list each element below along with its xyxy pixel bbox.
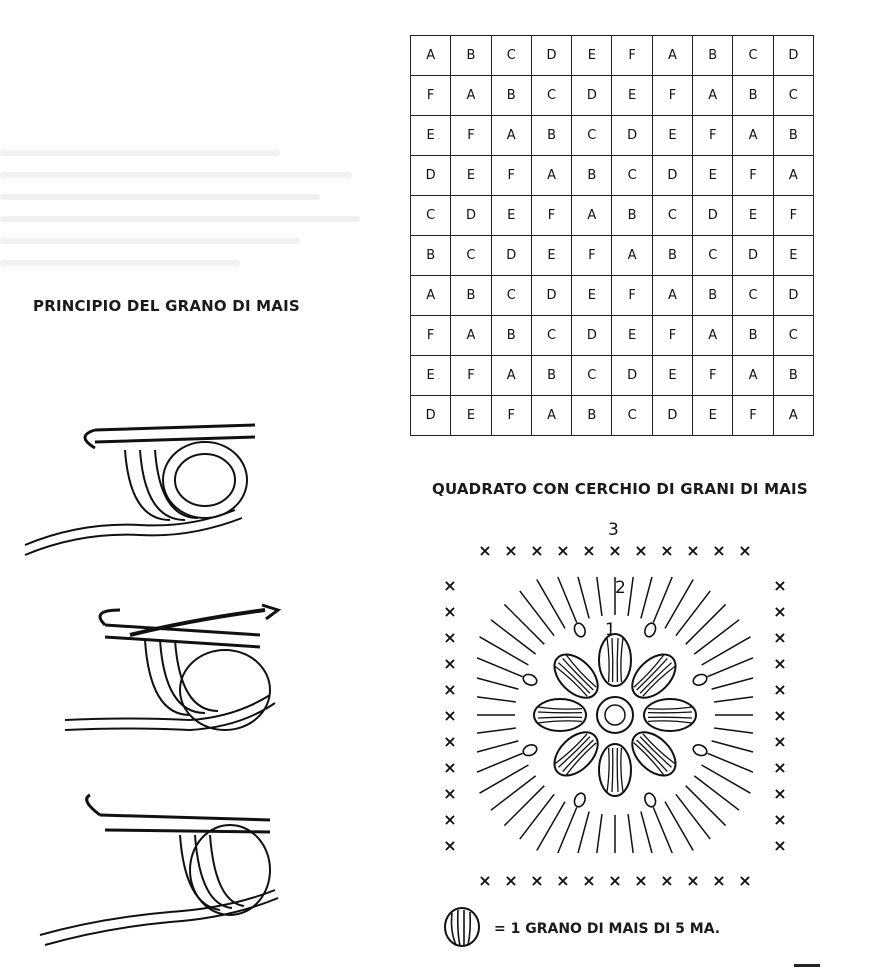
grid-cell: E [572, 276, 612, 316]
grid-cell: E [652, 116, 692, 156]
grid-cell: A [693, 316, 733, 356]
chain-stitch-mark [643, 622, 658, 639]
grid-cell: E [411, 356, 451, 396]
grid-cell: E [652, 356, 692, 396]
treble-stitch-mark [491, 620, 536, 654]
grid-cell: C [451, 236, 491, 276]
grid-cell: C [652, 196, 692, 236]
grid-cell: D [733, 236, 773, 276]
hook-illustrations [20, 410, 300, 950]
grid-cell: A [773, 156, 813, 196]
grid-cell: D [451, 196, 491, 236]
single-crochet-mark: × [443, 810, 457, 829]
grid-cell: D [411, 156, 451, 196]
grid-cell: C [733, 36, 773, 76]
single-crochet-mark: × [443, 680, 457, 699]
grid-cell: C [773, 76, 813, 116]
grid-cell: F [572, 236, 612, 276]
single-crochet-mark: × [443, 784, 457, 803]
treble-stitch-mark [702, 765, 751, 793]
treble-stitch-mark [686, 786, 726, 826]
treble-stitch-mark [480, 637, 529, 665]
single-crochet-mark: × [443, 706, 457, 725]
treble-stitch-mark [694, 776, 739, 810]
grid-cell: C [491, 276, 531, 316]
treble-stitch-mark [537, 802, 565, 851]
treble-stitch-mark [653, 577, 672, 623]
grid-cell: A [693, 76, 733, 116]
single-crochet-mark: × [504, 541, 518, 560]
grid-cell: B [491, 316, 531, 356]
single-crochet-mark: × [443, 732, 457, 751]
grid-cell: A [572, 196, 612, 236]
corn-grain-mark [624, 724, 683, 783]
grid-cell: A [451, 316, 491, 356]
single-crochet-mark: × [773, 706, 787, 725]
grid-row [411, 76, 814, 116]
hook-step-1 [25, 425, 255, 555]
grid-cell: B [773, 356, 813, 396]
grid-cell: C [411, 196, 451, 236]
single-crochet-mark: × [773, 602, 787, 621]
grid-cell: B [733, 76, 773, 116]
single-crochet-mark: × [608, 871, 622, 890]
grid-cell: F [531, 196, 571, 236]
chain-stitch-mark [572, 792, 587, 809]
corn-grain-mark [599, 634, 631, 686]
treble-stitch-mark [491, 776, 536, 810]
single-crochet-mark: × [608, 541, 622, 560]
single-crochet-mark: × [530, 541, 544, 560]
corn-grain-mark [534, 699, 586, 731]
grid-cell: F [652, 76, 692, 116]
grid-cell: B [572, 156, 612, 196]
grid-cell: F [451, 116, 491, 156]
center-ring [605, 705, 625, 725]
single-crochet-mark: × [773, 784, 787, 803]
single-crochet-mark: × [773, 680, 787, 699]
treble-stitch-mark [520, 591, 554, 636]
single-crochet-mark: × [773, 654, 787, 673]
grid-cell: A [411, 276, 451, 316]
treble-stitch-mark [504, 786, 544, 826]
chain-stitch-mark [692, 743, 709, 758]
round-label: 1 [605, 620, 616, 640]
grid-cell: E [693, 156, 733, 196]
section-heading-start: PRINCIPIO DEL GRANO DI MAIS [33, 297, 300, 315]
grid-cell: F [612, 276, 652, 316]
single-crochet-mark: × [582, 871, 596, 890]
treble-stitch-mark [477, 658, 523, 677]
treble-stitch-mark [597, 814, 602, 853]
single-crochet-mark: × [443, 758, 457, 777]
single-crochet-mark: × [773, 732, 787, 751]
grid-cell: E [491, 196, 531, 236]
treble-stitch-mark [694, 620, 739, 654]
grid-cell: C [612, 156, 652, 196]
treble-stitch-mark [558, 577, 577, 623]
single-crochet-mark: × [660, 541, 674, 560]
treble-stitch-mark [628, 577, 633, 616]
background-bleed-title [80, 28, 106, 102]
grid-cell: D [531, 276, 571, 316]
single-crochet-mark: × [504, 871, 518, 890]
grid-row [411, 156, 814, 196]
grid-cell: E [612, 76, 652, 116]
treble-stitch-mark [714, 697, 753, 702]
crochet-chart [440, 515, 800, 900]
grid-cell: B [491, 76, 531, 116]
grid-row [411, 316, 814, 356]
grid-cell: E [693, 396, 733, 436]
round-label: 2 [615, 578, 626, 598]
single-crochet-mark: × [443, 628, 457, 647]
grid-cell: B [451, 276, 491, 316]
grid-cell: C [572, 116, 612, 156]
grid-cell: D [411, 396, 451, 436]
grid-cell: F [693, 116, 733, 156]
grid-cell: F [491, 156, 531, 196]
treble-stitch-mark [558, 807, 577, 853]
grid-cell: A [491, 356, 531, 396]
chain-stitch-mark [572, 622, 587, 639]
grid-cell: D [531, 36, 571, 76]
grid-cell: F [773, 196, 813, 236]
single-crochet-mark: × [634, 541, 648, 560]
treble-stitch-mark [578, 812, 589, 853]
grid-cell: A [612, 236, 652, 276]
grid-cell: D [652, 396, 692, 436]
grid-cell: B [572, 396, 612, 436]
corn-grain-mark [546, 646, 605, 705]
treble-stitch-mark [712, 678, 753, 689]
grid-cell: C [693, 236, 733, 276]
treble-stitch-mark [537, 580, 565, 629]
grid-cell: D [491, 236, 531, 276]
hook-step-3 [40, 795, 278, 945]
grid-cell: A [773, 396, 813, 436]
letter-grid [410, 35, 814, 436]
treble-stitch-mark [653, 807, 672, 853]
treble-stitch-mark [597, 577, 602, 616]
single-crochet-mark: × [712, 871, 726, 890]
grid-cell: E [612, 316, 652, 356]
treble-stitch-mark [480, 765, 529, 793]
single-crochet-mark: × [556, 541, 570, 560]
grid-cell: F [733, 396, 773, 436]
single-crochet-mark: × [660, 871, 674, 890]
treble-stitch-mark [477, 741, 518, 752]
grid-cell: F [411, 76, 451, 116]
corn-grain-mark [599, 744, 631, 796]
grid-row [411, 276, 814, 316]
grid-cell: C [733, 276, 773, 316]
grid-cell: C [572, 356, 612, 396]
grid-cell: C [773, 316, 813, 356]
treble-stitch-mark [686, 604, 726, 644]
single-crochet-mark: × [443, 654, 457, 673]
grid-cell: A [531, 396, 571, 436]
grid-cell: D [612, 116, 652, 156]
grid-cell: A [491, 116, 531, 156]
treble-stitch-mark [477, 697, 516, 702]
treble-stitch-mark [712, 741, 753, 752]
treble-stitch-mark [477, 753, 523, 772]
single-crochet-mark: × [530, 871, 544, 890]
grid-cell: A [733, 116, 773, 156]
round-label: 3 [608, 520, 619, 540]
grid-cell: B [693, 276, 733, 316]
grid-cell: E [531, 236, 571, 276]
treble-stitch-mark [578, 577, 589, 618]
grid-cell: E [733, 196, 773, 236]
grid-cell: D [572, 76, 612, 116]
chain-stitch-mark [522, 743, 539, 758]
single-crochet-mark: × [443, 836, 457, 855]
grid-row [411, 36, 814, 76]
grid-cell: E [451, 156, 491, 196]
treble-stitch-mark [477, 728, 516, 733]
grid-row [411, 116, 814, 156]
treble-stitch-mark [707, 753, 753, 772]
grid-cell: B [612, 196, 652, 236]
corn-grain-mark [624, 646, 683, 705]
grid-cell: E [572, 36, 612, 76]
grid-cell: A [411, 36, 451, 76]
grid-cell: A [652, 276, 692, 316]
grid-cell: B [531, 116, 571, 156]
treble-stitch-mark [714, 728, 753, 733]
grid-cell: F [693, 356, 733, 396]
chain-stitch-mark [643, 792, 658, 809]
grid-cell: A [531, 156, 571, 196]
single-crochet-mark: × [773, 758, 787, 777]
single-crochet-mark: × [738, 541, 752, 560]
single-crochet-mark: × [712, 541, 726, 560]
treble-stitch-mark [628, 814, 633, 853]
treble-stitch-mark [641, 577, 652, 618]
grid-cell: F [652, 316, 692, 356]
legend-text: = 1 GRANO DI MAIS DI 5 MA. [494, 921, 721, 937]
treble-stitch-mark [641, 812, 652, 853]
grid-cell: B [411, 236, 451, 276]
grid-cell: B [451, 36, 491, 76]
grid-cell: F [733, 156, 773, 196]
treble-stitch-mark [707, 658, 753, 677]
single-crochet-mark: × [773, 628, 787, 647]
grid-cell: D [773, 276, 813, 316]
grid-cell: E [773, 236, 813, 276]
chain-stitch-mark [692, 672, 709, 687]
corn-grain-icon [440, 905, 484, 953]
treble-stitch-mark [676, 591, 710, 636]
corn-grain-mark [644, 699, 696, 731]
single-crochet-mark: × [443, 602, 457, 621]
single-crochet-mark: × [773, 836, 787, 855]
grid-row [411, 236, 814, 276]
grid-cell: B [693, 36, 733, 76]
single-crochet-mark: × [582, 541, 596, 560]
single-crochet-mark: × [686, 541, 700, 560]
single-crochet-mark: × [738, 871, 752, 890]
chain-stitch-mark [522, 672, 539, 687]
grid-cell: A [451, 76, 491, 116]
grid-row [411, 196, 814, 236]
grid-cell: B [733, 316, 773, 356]
grid-cell: E [451, 396, 491, 436]
grid-cell: D [693, 196, 733, 236]
grid-cell: D [652, 156, 692, 196]
single-crochet-mark: × [478, 541, 492, 560]
treble-stitch-mark [477, 678, 518, 689]
grid-cell: C [531, 316, 571, 356]
corn-grain-mark [546, 724, 605, 783]
grid-cell: F [411, 316, 451, 356]
grid-cell: C [612, 396, 652, 436]
hook-step-2 [65, 605, 278, 730]
single-crochet-mark: × [634, 871, 648, 890]
treble-stitch-mark [665, 802, 693, 851]
single-crochet-mark: × [556, 871, 570, 890]
grid-cell: F [612, 36, 652, 76]
grid-cell: F [491, 396, 531, 436]
grid-cell: B [652, 236, 692, 276]
grid-cell: E [411, 116, 451, 156]
background-bleed-lines [0, 150, 400, 282]
single-crochet-mark: × [773, 810, 787, 829]
legend [440, 905, 720, 953]
single-crochet-mark: × [686, 871, 700, 890]
grid-cell: B [531, 356, 571, 396]
grid-cell: C [531, 76, 571, 116]
grid-cell: A [733, 356, 773, 396]
grid-cell: D [572, 316, 612, 356]
treble-stitch-mark [504, 604, 544, 644]
grid-cell: D [773, 36, 813, 76]
grid-cell: A [652, 36, 692, 76]
treble-stitch-mark [520, 794, 554, 839]
grid-cell: C [491, 36, 531, 76]
treble-stitch-mark [676, 794, 710, 839]
treble-stitch-mark [702, 637, 751, 665]
grid-cell: B [773, 116, 813, 156]
single-crochet-mark: × [478, 871, 492, 890]
grid-row [411, 396, 814, 436]
single-crochet-mark: × [443, 576, 457, 595]
grid-row [411, 356, 814, 396]
treble-stitch-mark [665, 580, 693, 629]
single-crochet-mark: × [773, 576, 787, 595]
grid-cell: D [612, 356, 652, 396]
section-heading-square: QUADRATO CON CERCHIO DI GRANI DI MAIS [432, 480, 808, 498]
center-ring [597, 697, 633, 733]
grid-cell: F [451, 356, 491, 396]
